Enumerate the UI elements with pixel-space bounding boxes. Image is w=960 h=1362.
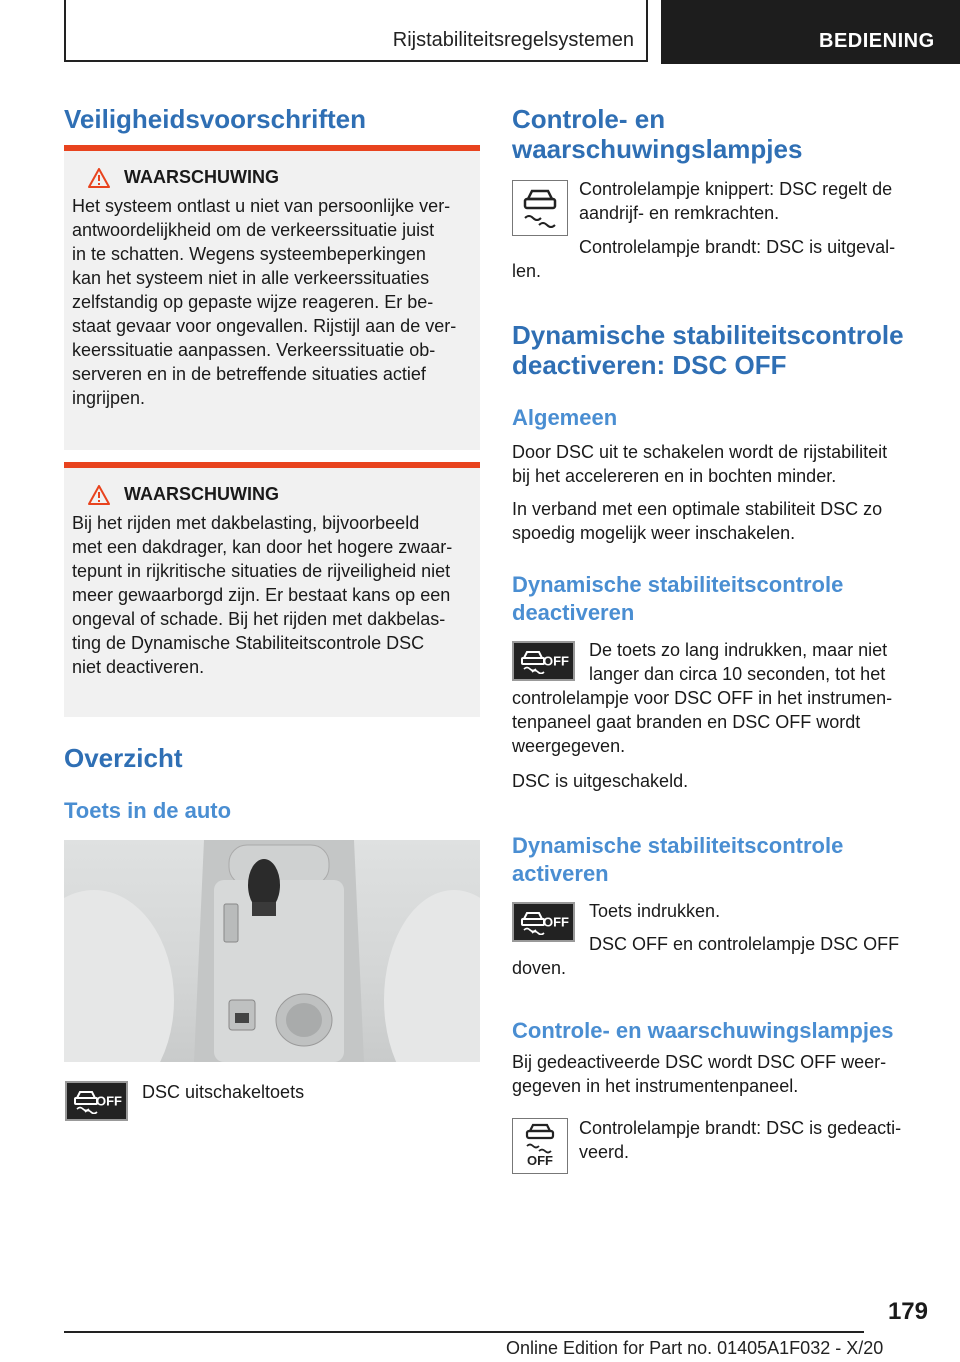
text-line: Controlelampje knippert: DSC regelt de xyxy=(579,179,893,199)
warning-title-row xyxy=(88,484,472,505)
activate-text-1: Toets indrukken. xyxy=(589,901,721,921)
text-line: meer gewaarborgd zijn. Er bestaat kans op een xyxy=(72,585,451,605)
activate-heading xyxy=(512,832,843,888)
text-line: weergegeven. xyxy=(512,736,626,756)
text-line: niet deactiveren. xyxy=(72,657,205,677)
section-tab xyxy=(64,0,648,62)
text-line: Bij het rijden met dakbelasting, bijvoorbeeld xyxy=(72,513,420,533)
button-caption: DSC uitschakeltoets xyxy=(142,1082,305,1102)
text-line: spoedig mogelijk weer inschakelen. xyxy=(512,523,796,543)
text-line: tenpaneel gaat branden en DSC OFF wordt xyxy=(512,712,861,732)
text-line: bij het accelereren en in bochten minder. xyxy=(512,466,837,486)
text-line: serveren en in de betreffende situaties actief xyxy=(72,364,426,384)
dsc-off-button-icon xyxy=(65,1081,128,1121)
general-paragraph-1 xyxy=(512,440,887,488)
dsc-off-lamp-indicator xyxy=(512,1118,568,1174)
warning-title: WAARSCHUWING xyxy=(124,484,279,504)
general-heading: Algemeen xyxy=(512,405,618,430)
text-line: veerd. xyxy=(579,1142,630,1162)
warning-title: WAARSCHUWING xyxy=(124,167,279,187)
off-label: OFF xyxy=(96,1093,122,1109)
heading-line: deactiveren: DSC OFF xyxy=(512,350,787,380)
chapter-tab xyxy=(661,0,960,64)
lamps2-paragraph xyxy=(512,1050,886,1098)
text-line: staat gevaar voor ongevallen. Rijstijl aan de ver- xyxy=(72,316,457,336)
dsc-off-button-icon xyxy=(512,902,575,942)
warning-box-1 xyxy=(64,145,480,450)
heading-line: Controle- en xyxy=(512,104,666,134)
text-line: keerssituatie aanpassen. Verkeerssituatie ob- xyxy=(72,340,436,360)
general-paragraph-2 xyxy=(512,497,882,545)
text-line: aandrijf- en remkrachten. xyxy=(579,203,780,223)
warning-text-1 xyxy=(72,194,472,410)
off-label: OFF xyxy=(543,914,569,930)
text-line: In verband met een optimale stabiliteit DSC zo xyxy=(512,499,883,519)
text-line: gegeven in het instrumentenpaneel. xyxy=(512,1076,799,1096)
text-line: controlelampje voor DSC OFF in het instrumen- xyxy=(512,688,893,708)
console-illustration xyxy=(64,840,480,1062)
text-line: Bij gedeactiveerde DSC wordt DSC OFF weer- xyxy=(512,1052,887,1072)
heading-line: deactiveren xyxy=(512,600,635,625)
deactivate-text-b xyxy=(512,686,892,758)
lamps2-heading: Controle- en waarschuwingslampjes xyxy=(512,1018,894,1043)
lamps-text-2a: Controlelampje brandt: DSC is uitgeval- xyxy=(579,237,896,257)
page-header xyxy=(0,0,960,66)
off-label: OFF xyxy=(527,1153,553,1168)
heading-line: Dynamische stabiliteitscontrole xyxy=(512,320,904,350)
text-line: ingrijpen. xyxy=(72,388,146,408)
text-line: Controlelampje brandt: DSC is gedeacti- xyxy=(579,1118,902,1138)
overview-heading: Overzicht xyxy=(64,743,183,773)
text-line: Het systeem ontlast u niet van persoonlijke ver- xyxy=(72,196,451,216)
activate-text-2a: DSC OFF en controlelampje DSC OFF xyxy=(589,934,900,954)
dsc-off-button-icon xyxy=(512,641,575,681)
heading-line: activeren xyxy=(512,861,609,886)
text-line: tepunt in rijkritische situaties de rijveiligheid niet xyxy=(72,561,451,581)
warning-triangle-icon xyxy=(88,168,110,188)
button-heading: Toets in de auto xyxy=(64,798,232,823)
lamps2-text xyxy=(579,1116,901,1164)
lamps-heading xyxy=(512,104,802,164)
footer-divider xyxy=(64,1331,864,1333)
text-line: Door DSC uit te schakelen wordt de rijstabiliteit xyxy=(512,442,888,462)
deactivate-result: DSC is uitgeschakeld. xyxy=(512,771,689,791)
lamps-text-1 xyxy=(579,177,892,225)
chapter-title: BEDIENING xyxy=(819,30,935,52)
deactivate-subheading xyxy=(512,571,843,627)
text-line: langer dan circa 10 seconden, tot het xyxy=(589,664,886,684)
section-title: Rijstabiliteitsregelsystemen xyxy=(392,29,634,51)
heading-line: waarschuwingslampjes xyxy=(512,134,803,164)
heading-line: Dynamische stabiliteitscontrole xyxy=(512,833,844,858)
text-line: in te schatten. Wegens systeembeperkingen xyxy=(72,244,426,264)
page-number: 179 xyxy=(887,1298,928,1325)
edition-text: Online Edition for Part no. 01405A1F032 - X/20 xyxy=(506,1338,884,1358)
text-line: ongeval of schade. Bij het rijden met dakbelas- xyxy=(72,609,446,629)
activate-text-2b: doven. xyxy=(512,958,567,978)
text-line: ting de Dynamische Stabiliteitscontrole DSC xyxy=(72,633,425,653)
warning-text-2 xyxy=(72,511,472,679)
deactivate-heading xyxy=(512,320,904,380)
text-line: zelfstandig op gepaste wijze reageren. Er be- xyxy=(72,292,434,312)
off-label: OFF xyxy=(543,653,569,669)
warning-box-2 xyxy=(64,462,480,717)
text-line: kan het systeem niet in alle verkeerssituaties xyxy=(72,268,430,288)
dsc-lamp-indicator xyxy=(512,180,568,236)
text-line: De toets zo lang indrukken, maar niet xyxy=(589,640,888,660)
center-console-photo xyxy=(64,840,480,1062)
text-line: met een dakdrager, kan door het hogere zwaar- xyxy=(72,537,453,557)
heading-line: Dynamische stabiliteitscontrole xyxy=(512,572,844,597)
deactivate-text-a xyxy=(589,638,887,686)
lamps-text-2b: len. xyxy=(512,261,542,281)
car-skid-icon xyxy=(513,181,567,235)
text-line: antwoordelijkheid om de verkeerssituatie juist xyxy=(72,220,435,240)
warning-triangle-icon xyxy=(88,485,110,505)
safety-heading: Veiligheidsvoorschriften xyxy=(64,104,366,134)
warning-title-row xyxy=(88,167,472,188)
